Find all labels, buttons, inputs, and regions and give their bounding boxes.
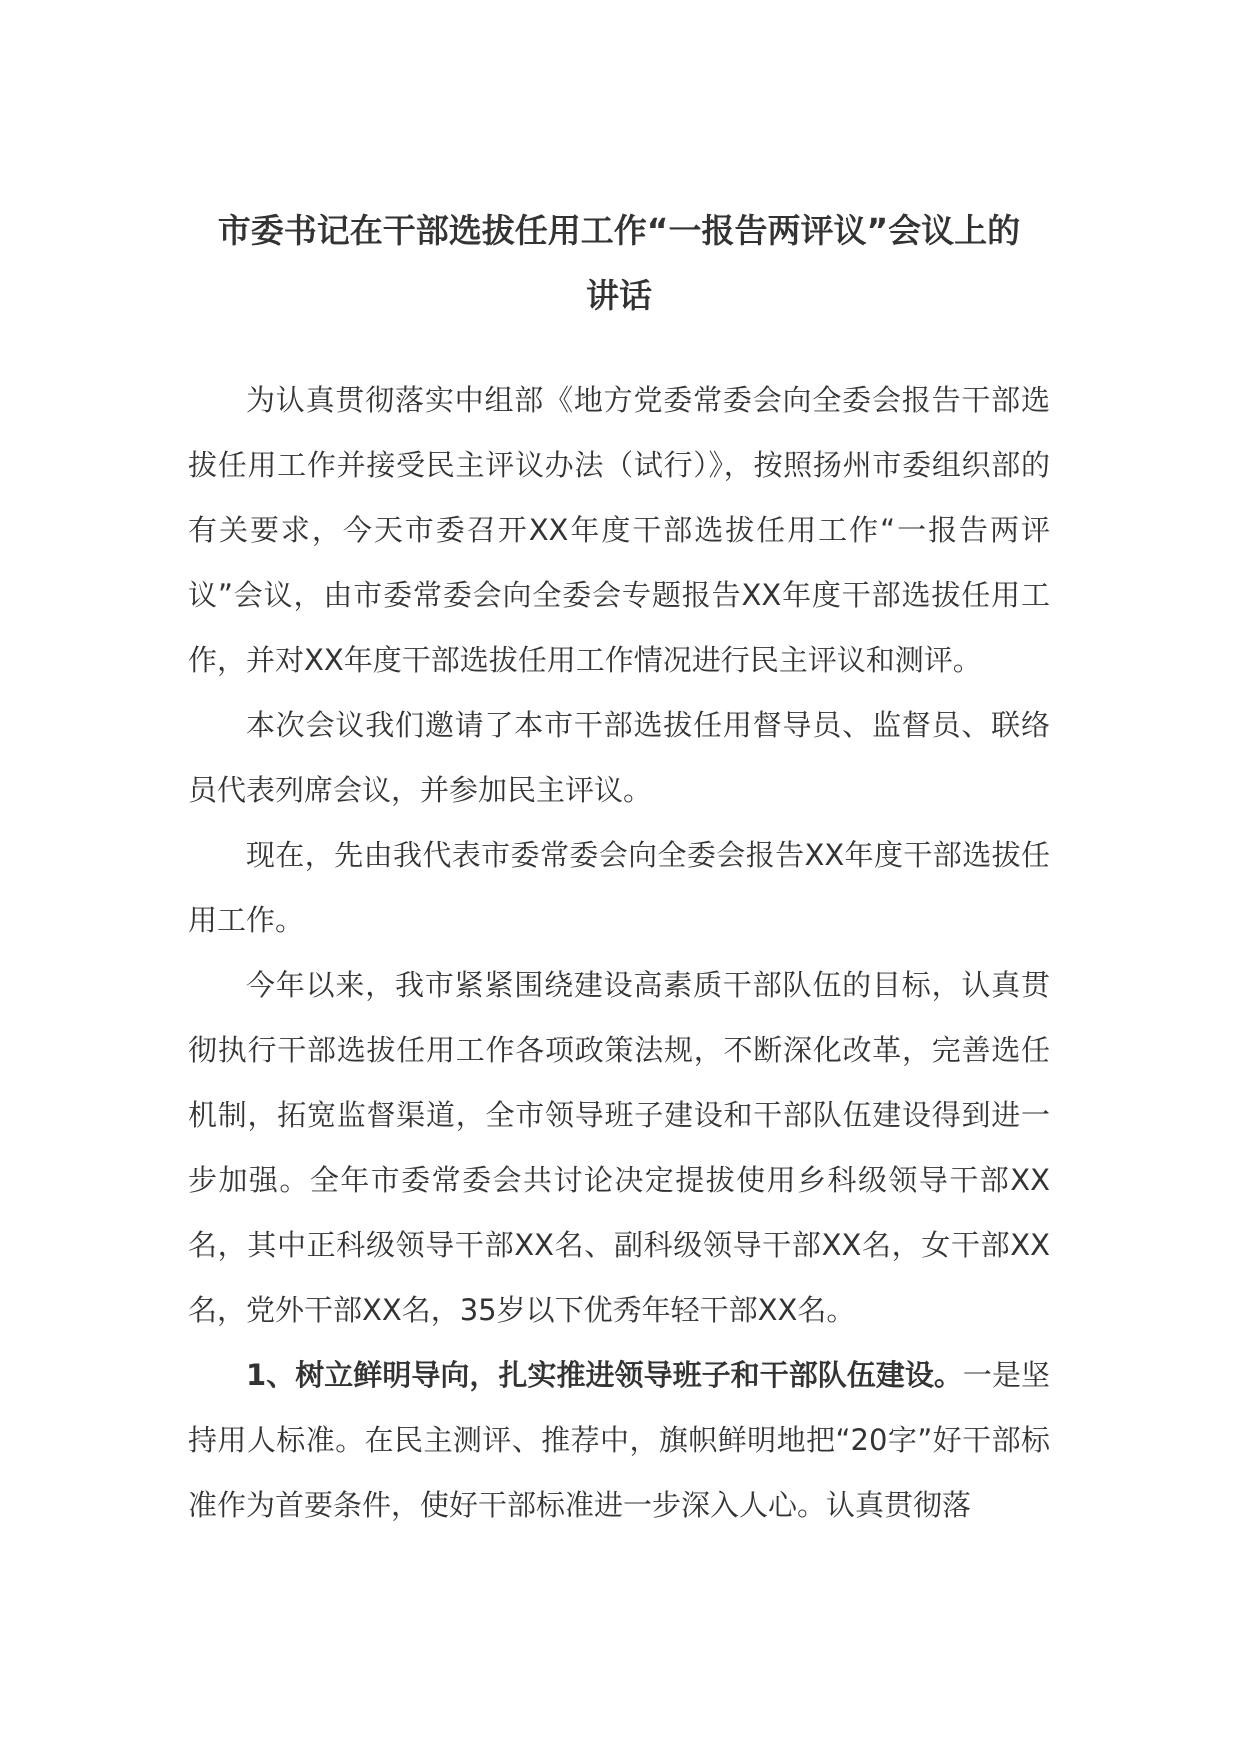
section-1-text: 一是坚持用人标准。在民主测评、推荐中，旗帜鲜明地把“20字”好干部标准作为首要条件，使好干部标准进一步深入人心。认真贯彻落 — [188, 1358, 1050, 1522]
paragraph-section-1 — [188, 1343, 1050, 1538]
paragraph-intro: 为认真贯彻落实中组部《地方党委常委会向全委会报告干部选拔任用工作并接受民主评议办法（试行）》，按照扬州市委组织部的有关要求，今天市委召开XX年度干部选拔任用工作“一报告两评议”会议，由市委常委会向全委会专题报告XX年度干部选拔任用工作，并对XX年度干部选拔任用工作情况进行民主评议和测评。 — [188, 383, 1050, 677]
document-title — [188, 198, 1050, 328]
document-title-line-1: 市委书记在干部选拔任用工作“一报告两评议”会议上的 — [217, 211, 1021, 250]
document-title-line-2: 讲话 — [586, 276, 652, 315]
paragraph-report-start: 现在，先由我代表市委常委会向全委会报告XX年度干部选拔任用工作。 — [188, 838, 1050, 937]
document-content — [188, 198, 1050, 1538]
document-body — [188, 368, 1050, 1538]
section-1-heading: 1、树立鲜明导向，扎实推进领导班子和干部队伍建设。 — [246, 1358, 963, 1392]
paragraph-summary: 今年以来，我市紧紧围绕建设高素质干部队伍的目标，认真贯彻执行干部选拔任用工作各项政策法规，不断深化改革，完善选任机制，拓宽监督渠道，全市领导班子建设和干部队伍建设得到进一步加强。全年市委常委会共讨论决定提拔使用乡科级领导干部XX名，其中正科级领导干部XX名、副科级领导干部XX名，女干部XX名，党外干部XX名，35岁以下优秀年轻干部XX名。 — [188, 968, 1050, 1327]
paragraph-attendees: 本次会议我们邀请了本市干部选拔任用督导员、监督员、联络员代表列席会议，并参加民主评议。 — [188, 708, 1050, 807]
